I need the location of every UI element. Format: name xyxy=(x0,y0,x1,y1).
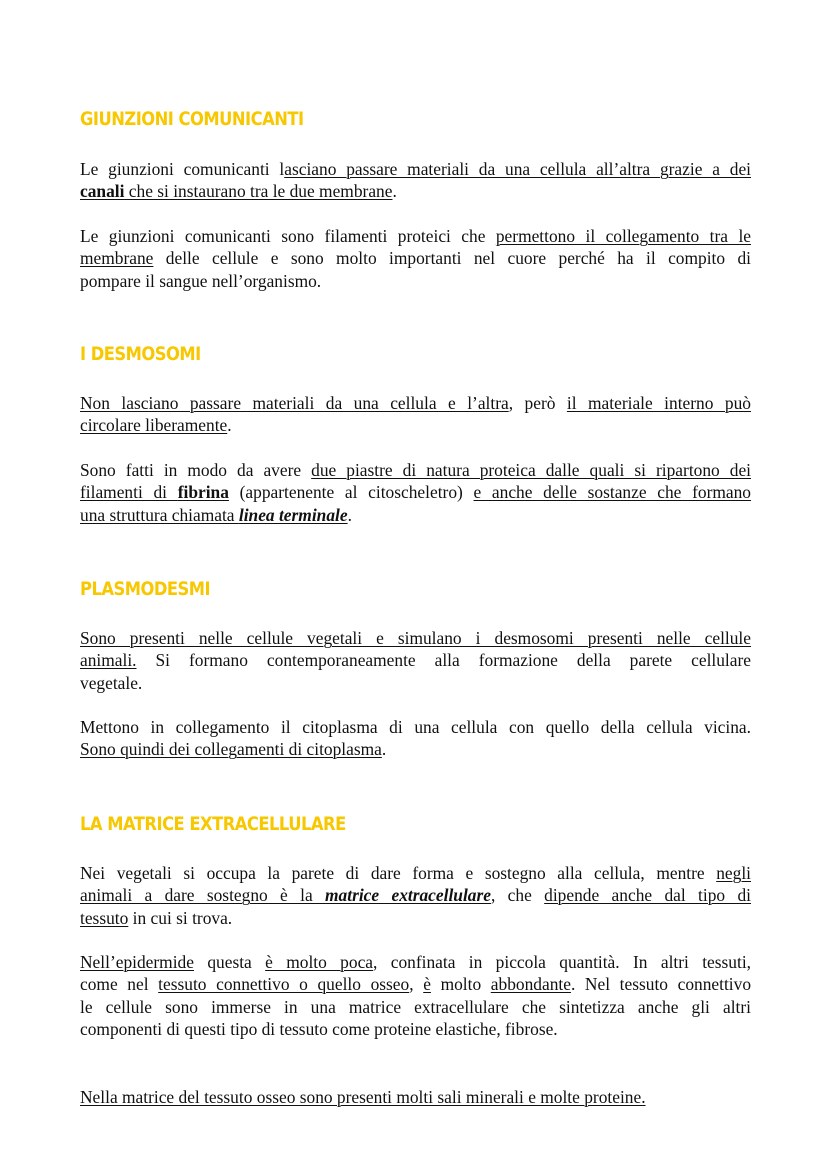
text-line: circolare liberamente. xyxy=(80,415,232,436)
paragraph-desmosomi-2 xyxy=(80,459,751,526)
text-line: animali a dare sostegno è la matrice extracellulare, che dipende anche dal tipo di xyxy=(80,885,751,906)
section-heading-matrice: LA MATRICE EXTRACELLULARE xyxy=(80,813,346,835)
text-line: Nell’epidermide questa è molto poca, confinata in piccola quantità. In altri tessuti, xyxy=(80,952,752,972)
text-line: animali. Si formano contemporaneamente alla formazione della parete cellulare xyxy=(80,650,751,671)
text-line: tessuto in cui si trova. xyxy=(80,907,233,928)
paragraph-giunzioni-1 xyxy=(80,158,751,203)
paragraph-matrice-1 xyxy=(80,862,751,929)
paragraph-plasmodesmi-1 xyxy=(80,627,751,694)
text-line: Le giunzioni comunicanti lasciano passare materiali da una cellula all’altra grazie a dei xyxy=(80,159,751,179)
text-line: Sono presenti nelle cellule vegetali e simulano i desmosomi presenti nelle cellule xyxy=(80,628,751,648)
text-line: Non lasciano passare materiali da una cellula e l’altra, però il materiale interno può xyxy=(80,393,751,413)
text-line: una struttura chiamata linea terminale. xyxy=(80,504,352,525)
paragraph-matrice-2 xyxy=(80,951,751,1041)
text-line: canali che si instaurano tra le due membrane. xyxy=(80,181,397,202)
section-heading-giunzioni: GIUNZIONI COMUNICANTI xyxy=(80,108,304,130)
text-line: Le giunzioni comunicanti sono filamenti proteici che permettono il collegamento tra le xyxy=(80,226,751,246)
text-line: Sono fatti in modo da avere due piastre di natura proteica dalle quali si ripartono dei xyxy=(80,460,752,480)
text-line: pompare il sangue nell’organismo. xyxy=(80,270,322,291)
text-line: Mettono in collegamento il citoplasma di una cellula con quello della cellula vicina. xyxy=(80,717,751,737)
section-heading-plasmodesmi: PLASMODESMI xyxy=(80,578,211,600)
text-line: come nel tessuto connettivo o quello osseo, è molto abbondante. Nel tessuto connettivo xyxy=(80,974,752,995)
text-line: filamenti di fibrina (appartenente al citoscheletro) e anche delle sostanze che formano xyxy=(80,482,752,503)
paragraph-giunzioni-2 xyxy=(80,225,751,292)
text-line: Nei vegetali si occupa la parete di dare forma e sostegno alla cellula, mentre negli xyxy=(80,863,751,883)
text-line: membrane delle cellule e sono molto importanti nel cuore perché ha il compito di xyxy=(80,248,751,269)
text-line: Sono quindi dei collegamenti di citoplasma. xyxy=(80,739,387,760)
paragraph-matrice-3 xyxy=(80,1086,751,1108)
section-heading-desmosomi: I DESMOSOMI xyxy=(80,343,201,365)
paragraph-plasmodesmi-2 xyxy=(80,716,751,761)
paragraph-desmosomi-1 xyxy=(80,392,751,437)
text-line: Nella matrice del tessuto osseo sono presenti molti sali minerali e molte proteine. xyxy=(80,1087,646,1107)
text-line: componenti di questi tipo di tessuto come proteine elastiche, fibrose. xyxy=(80,1019,558,1040)
text-line: le cellule sono immerse in una matrice extracellulare che sintetizza anche gli altri xyxy=(80,996,751,1017)
text-line: vegetale. xyxy=(80,672,143,693)
